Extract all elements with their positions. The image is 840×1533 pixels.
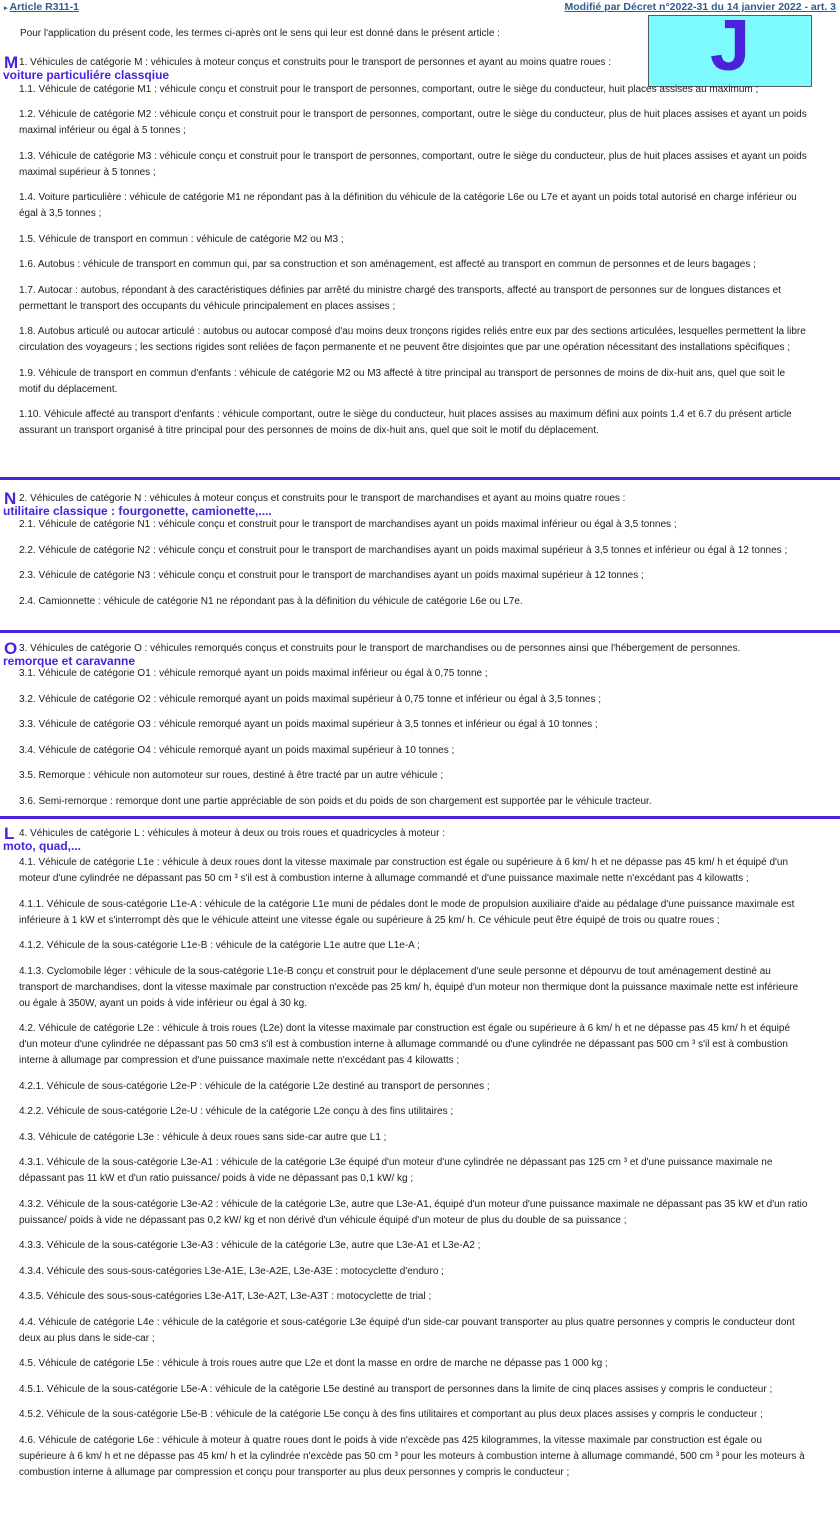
list-item: 1.7. Autocar : autobus, répondant à des caractéristiques définies par arrêté du ministre chargé des transports, affecté au transport de personnes sur de longues distances et permettant le transport des occupants du véhicule principalement en places assises ;	[19, 284, 781, 312]
list-item: 4.1.3. Cyclomobile léger : véhicule de la sous-catégorie L1e-B conçu et construit pour le déplacement d'une seule personne et dépourvu de tout aménagement destiné au transport de marchandises, dont la vitesse maximale par construction n'excède pas 25 km/ h, équipé d'un moteur non thermique dont la puissance maximale nette est inférieure ou égale à 350W, ayant un poids à vide inférieur ou égal à 30 kg.	[19, 965, 799, 1009]
list-item: 2.3. Véhicule de catégorie N3 : véhicule conçu et construit pour le transport de marchandises ayant un poids maximal supérieur à 12 tonnes ;	[19, 570, 644, 581]
section-annotation: voiture particuliére classqiue	[3, 68, 170, 82]
section-divider	[0, 630, 840, 633]
section-title: 1. Véhicules de catégorie M : véhicules à moteur conçus et construits pour le transport de personnes et ayant au moins quatre roues :	[19, 57, 611, 68]
list-item: 3.2. Véhicule de catégorie O2 : véhicule remorqué ayant un poids maximal supérieur à 0,75 tonne et inférieur ou égal à 3,5 tonnes ;	[19, 693, 602, 705]
list-item: 4.5.1. Véhicule de la sous-catégorie L5e-A : véhicule de la catégorie L5e destiné au transport de personnes dans la limite de cinq places assises y compris le conducteur ;	[19, 1383, 773, 1395]
section-letter: M	[4, 53, 19, 72]
section-divider	[0, 477, 840, 480]
list-item: 3.5. Remorque : véhicule non automoteur sur roues, destiné à être tracté par un autre véhicule ;	[19, 770, 444, 781]
list-item: 4.3.4. Véhicule des sous-sous-catégories L3e-A1E, L3e-A2E, L3e-A3E : motocyclette d'enduro ;	[19, 1265, 444, 1277]
modified-by-link[interactable]: Modifié par Décret n°2022-31 du 14 janvier 2022 - art. 3	[564, 1, 836, 13]
section-annotation: utilitaire classique : fourgonette, camionette,....	[3, 504, 272, 518]
item-list	[19, 82, 809, 449]
list-item: 4.2.1. Véhicule de sous-catégorie L2e-P : véhicule de la catégorie L2e destiné au transport de personnes ;	[19, 1080, 490, 1092]
list-item: 1.9. Véhicule de transport en commun d'enfants : véhicule de catégorie M2 ou M3 affecté à titre principal au transport de personnes de moins de dix-huit ans, quel que soit le motif du déplacement.	[19, 367, 786, 395]
section-annotation: remorque et caravanne	[3, 654, 136, 668]
section-annotation: moto, quad,...	[3, 839, 81, 853]
list-item: 1.10. Véhicule affecté au transport d'enfants : véhicule comportant, outre le siège du conducteur, huit places assises au maximum défini aux points 1.4 et 6.7 du présent article assurant un transport organisé à titre principal pour des personnes de moins de dix-huit ans, quel que soit le motif du déplacement.	[19, 409, 792, 436]
list-item: 4.1.2. Véhicule de la sous-catégorie L1e-B : véhicule de la catégorie L1e autre que L1e-A ;	[19, 940, 420, 951]
section-letter: L	[4, 824, 15, 843]
list-item: 4.3.1. Véhicule de la sous-catégorie L3e-A1 : véhicule de la catégorie L3e équipé d'un moteur d'une cylindrée ne dépassant pas 125 cm ³ et d'une puissance maximale ne dépassant pas 11 kW et d'un ratio puissance/ poids à vide ne dépassant pas 0,1 kW/ kg ;	[19, 1157, 773, 1184]
list-item: 3.3. Véhicule de catégorie O3 : véhicule remorqué ayant un poids maximal supérieur à 3,5 tonnes et inférieur ou égal à 10 tonnes ;	[19, 719, 598, 730]
list-item: 1.2. Véhicule de catégorie M2 : véhicule conçu et construit pour le transport de personnes, comportant, outre le siège du conducteur, plus de huit places assises et ayant un poids maximal inférieur ou égal à 5 tonnes ;	[19, 109, 807, 136]
list-item: 1.6. Autobus : véhicule de transport en commun qui, par sa construction et son aménagement, est affecté au transport en commun de personnes et de leurs bagages ;	[19, 259, 756, 270]
list-item: 4.1.1. Véhicule de sous-catégorie L1e-A : véhicule de la catégorie L1e muni de pédales dont le mode de propulsion auxiliaire d'aide au pédalage d'une puissance maximale est inférieure à 1 kW et s'interrompt dès que le véhicule atteint une vitesse égale ou supérieure à 25 km/ h. Ce véhicule peut être équipé de trois ou quatre roues ;	[19, 898, 795, 926]
list-item: 1.1. Véhicule de catégorie M1 : véhicule conçu et construit pour le transport de personnes, comportant, outre le siège du conducteur, huit places assises au maximum ;	[19, 84, 759, 95]
list-item: 4.3. Véhicule de catégorie L3e : véhicule à deux roues sans side-car autre que L1 ;	[19, 1131, 387, 1143]
intro-text: Pour l'application du présent code, les termes ci-après ont le sens qui leur est donné dans le présent article :	[20, 28, 500, 39]
list-item: 2.4. Camionnette : véhicule de catégorie N1 ne répondant pas à la définition du véhicule de catégorie L6e ou L7e.	[19, 595, 523, 607]
article-link-label: Article R311-1	[9, 1, 79, 13]
triangle-right-icon: ▸	[4, 5, 8, 12]
letter-badge	[648, 6, 812, 87]
list-item: 1.4. Voiture particulière : véhicule de catégorie M1 ne répondant pas à la définition du véhicule de la catégorie L6e ou L7e et ayant un poids total autorisé en charge inférieur ou égal à 3,5 tonnes ;	[19, 192, 797, 219]
list-item: 3.1. Véhicule de catégorie O1 : véhicule remorqué ayant un poids maximal inférieur ou égal à 0,75 tonne ;	[19, 668, 488, 679]
list-item: 3.4. Véhicule de catégorie O4 : véhicule remorqué ayant un poids maximal supérieur à 10 tonnes ;	[19, 744, 455, 756]
list-item: 4.5. Véhicule de catégorie L5e : véhicule à trois roues autre que L2e et dont la masse en ordre de marche ne dépasse pas 1 000 kg ;	[19, 1358, 608, 1369]
list-item: 1.5. Véhicule de transport en commun : véhicule de catégorie M2 ou M3 ;	[19, 233, 344, 245]
list-item: 2.1. Véhicule de catégorie N1 : véhicule conçu et construit pour le transport de marchandises ayant un poids maximal inférieur ou égal à 3,5 tonnes ;	[19, 519, 677, 530]
list-item: 4.4. Véhicule de catégorie L4e : véhicule de la catégorie et sous-catégorie L3e équipé d'un side-car pouvant transporter au plus quatre personnes y compris le conducteur dont deux au plus dans le side-car ;	[19, 1316, 795, 1344]
section-title: 3. Véhicules de catégorie O : véhicules remorqués conçus et construits pour le transport de marchandises ou de personnes ainsi que l'hébergement de personnes.	[19, 643, 741, 654]
article-link[interactable]	[4, 1, 79, 13]
item-list	[19, 666, 809, 819]
item-list	[19, 855, 809, 1490]
badge-letter: J	[709, 6, 751, 86]
list-item: 4.2. Véhicule de catégorie L2e : véhicule à trois roues (L2e) dont la vitesse maximale par construction est égale ou supérieure à 6 km/ h et ne dépasse pas 45 km/ h et équipé d'un moteur d'une cylindrée ne dépassant pas 50 cm3 s'il est à combustion interne à allumage commandé ou d'une cylindrée ne dépassant pas 500 cm ³ s'il est à combustion interne à allumage par compression et d'une puissance maximale nette n'excédant pas 4 kilowatts ;	[19, 1023, 791, 1066]
section-title: 4. Véhicules de catégorie L : véhicules à moteur à deux ou trois roues et quadricycles à moteur :	[19, 828, 445, 839]
list-item: 4.2.2. Véhicule de sous-catégorie L2e-U : véhicule de la catégorie L2e conçu à des fins utilitaires ;	[19, 1106, 454, 1117]
section-letter: O	[4, 639, 18, 658]
section-letter: N	[4, 489, 17, 508]
list-item: 4.1. Véhicule de catégorie L1e : véhicule à deux roues dont la vitesse maximale par construction est égale ou supérieure à 6 km/ h et ne dépasse pas 45 km/ h et équipé d'un moteur d'une cylindrée ne dépassant pas 50 cm ³ s'il est à combustion interne à allumage commandé et d'une puissance maximale nette n'excédant pas 4 kilowatts ;	[19, 857, 789, 884]
list-item: 4.3.2. Véhicule de la sous-catégorie L3e-A2 : véhicule de la catégorie L3e, autre que L3e-A1, équipé d'un moteur d'une puissance maximale ne dépassant pas 35 kW et d'un ratio puissance/ poids à vide ne dépassant pas 0,2 kW/ kg et non dérivé d'un véhicule équipé d'un moteur de plus du double de sa puissance ;	[19, 1198, 808, 1226]
section-divider	[0, 816, 840, 819]
section-title: 2. Véhicules de catégorie N : véhicules à moteur conçus et construits pour le transport de marchandises et ayant au moins quatre roues :	[19, 493, 626, 504]
item-list	[19, 517, 809, 619]
list-item: 1.8. Autobus articulé ou autocar articulé : autobus ou autocar composé d'au moins deux tronçons rigides reliés entre eux par des sections articulées, lesquelles permettent la libre circulation des voyageurs ; les sections rigides sont reliées de façon permanente et ne peuvent être disjointes que par une opération nécessitant des installations spécifiques ;	[19, 326, 806, 353]
list-item: 2.2. Véhicule de catégorie N2 : véhicule conçu et construit pour le transport de marchandises ayant un poids maximal supérieur à 3,5 tonnes et inférieur ou égal à 12 tonnes ;	[19, 544, 788, 556]
list-item: 4.5.2. Véhicule de la sous-catégorie L5e-B : véhicule de la catégorie L5e conçu à des fins utilitaires et comportant au plus deux places assises y compris le conducteur ;	[19, 1409, 763, 1420]
list-item: 4.6. Véhicule de catégorie L6e : véhicule à moteur à quatre roues dont le poids à vide n'excède pas 425 kilogrammes, la vitesse maximale par construction est égale ou supérieure à 6 km/ h et ne dépasse pas 45 km/ h et la cylindrée n'excède pas 50 cm ³ pour les moteurs à combustion interne à allumage commandé, 500 cm ³ pour les moteurs à combustion interne à allumage par compression et conçu pour transporter au plus deux personnes y compris le conducteur ;	[19, 1434, 805, 1478]
list-item: 4.3.3. Véhicule de la sous-catégorie L3e-A3 : véhicule de la catégorie L3e, autre que L3e-A1 et L3e-A2 ;	[19, 1240, 481, 1251]
list-item: 3.6. Semi-remorque : remorque dont une partie appréciable de son poids et du poids de son chargement est supportée par le véhicule tracteur.	[19, 795, 652, 807]
list-item: 1.3. Véhicule de catégorie M3 : véhicule conçu et construit pour le transport de personnes, comportant, outre le siège du conducteur, plus de huit places assises et ayant un poids maximal supérieur à 5 tonnes ;	[19, 150, 807, 178]
list-item: 4.3.5. Véhicule des sous-sous-catégories L3e-A1T, L3e-A2T, L3e-A3T : motocyclette de trial ;	[19, 1291, 432, 1302]
